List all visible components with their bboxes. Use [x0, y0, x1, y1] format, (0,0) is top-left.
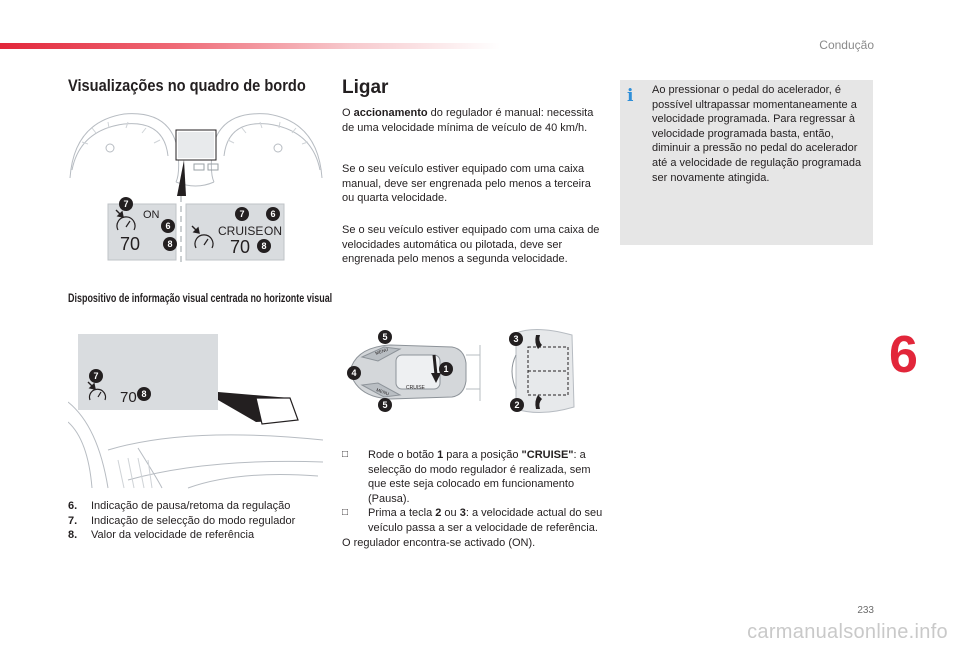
left-panel-on-text: ON — [143, 209, 160, 221]
section-title: Condução — [819, 38, 874, 52]
cruise-stalk-illustration — [340, 325, 602, 417]
callout-5: 5 — [382, 400, 388, 410]
activation-result: O regulador encontra-se activado (ON). — [342, 536, 536, 549]
callout-7: 7 — [93, 371, 99, 381]
callout-4: 4 — [351, 368, 357, 378]
callout-2: 2 — [514, 400, 520, 410]
text-span: Rode o botão — [368, 449, 438, 461]
stalk-menu-label: MENU — [375, 387, 390, 397]
hud-speed-text: 70 — [120, 389, 137, 406]
paragraph-automatic-gearbox: Se o seu veículo estiver equipado com uma caixa de velocidades automática ou pilotada, deve ser engrenada pelo menos a segunda velocidade. — [342, 224, 600, 266]
bold-term: 2 — [435, 507, 442, 520]
legend-text: Indicação de pausa/retoma da regulação — [91, 500, 291, 512]
text-span: : a selecção do modo regulador é realizada, sem que este seja colocado em funcionamento (Pausa). — [368, 449, 591, 505]
stalk-cruise-label: CRUISE — [406, 385, 425, 391]
left-panel-speed-text: 70 — [120, 234, 141, 254]
step-item — [342, 506, 604, 535]
right-panel-on-text: ON — [264, 224, 282, 238]
heading-head-up-display: Dispositivo de informação visual centrada no horizonte visual — [68, 293, 333, 305]
bold-term: accionamento — [353, 107, 428, 119]
text-span: do regulador é manual: necessita de uma velocidade mínima de veículo de 40 km/h. — [342, 107, 594, 134]
callout-7: 7 — [239, 209, 245, 219]
callout-8: 8 — [167, 239, 173, 249]
right-panel-speed-text: 70 — [230, 237, 251, 257]
callout-6: 6 — [270, 209, 276, 219]
callout-7: 7 — [123, 199, 129, 209]
legend-number: 8. — [68, 529, 78, 541]
head-up-display-illustration — [68, 330, 323, 490]
watermark: carmanualsonline.info — [747, 621, 948, 643]
paragraph-manual-gearbox: Se o seu veículo estiver equipado com uma caixa manual, deve ser engrenada pelo menos a terceira ou quarta velocidade. — [342, 163, 591, 205]
header-accent-bar — [0, 43, 500, 49]
text-span: : a velocidade actual do seu veículo passa a ser a velocidade de referência. — [368, 507, 603, 534]
dashboard-illustration — [68, 100, 323, 268]
stalk-menu-label: MENU — [374, 346, 389, 356]
heading-dashboard-displays: Visualizações no quadro de bordo — [68, 76, 306, 95]
text-span: para a posição — [443, 449, 522, 461]
callout-1: 1 — [443, 364, 449, 374]
heading-ligar: Ligar — [342, 77, 389, 98]
text-span: O — [342, 107, 354, 119]
callout-8: 8 — [261, 241, 267, 251]
callout-legend — [68, 499, 338, 543]
bold-term: 1 — [437, 449, 444, 461]
legend-number: 7. — [68, 514, 78, 527]
info-text: Ao pressionar o pedal do acelerador, é possível ultrapassar momentaneamente a velocidade programada. Para regressar à velocidade programada basta, então, diminuir a pressão no pedal do acelerador até a velocidade de regulação programada ser novamente atingida. — [652, 84, 862, 184]
activation-steps — [342, 448, 604, 550]
callout-3: 3 — [513, 334, 519, 344]
info-icon: i — [627, 86, 634, 106]
step-item — [342, 448, 604, 506]
legend-text: Valor da velocidade de referência — [91, 529, 255, 541]
bold-term: 3 — [459, 507, 466, 520]
bold-term: "CRUISE" — [521, 449, 574, 461]
callout-5: 5 — [382, 332, 388, 342]
legend-number: 6. — [68, 500, 78, 512]
legend-item — [68, 499, 338, 514]
page-number: 233 — [857, 605, 874, 616]
legend-text: Indicação de selecção do modo regulador — [91, 514, 296, 527]
legend-item — [68, 514, 338, 529]
checkbox-bullet-icon: □ — [342, 507, 349, 519]
right-panel-cruise-text: CRUISE — [218, 224, 264, 238]
chapter-number: 6 — [889, 326, 918, 384]
info-box — [620, 80, 873, 245]
legend-item — [68, 528, 338, 543]
paragraph-activation — [342, 106, 604, 135]
callout-8: 8 — [141, 389, 147, 399]
checkbox-bullet-icon: □ — [342, 449, 349, 460]
text-span: Prima a tecla — [368, 507, 436, 520]
text-span: ou — [441, 507, 460, 520]
callout-6: 6 — [165, 221, 171, 231]
